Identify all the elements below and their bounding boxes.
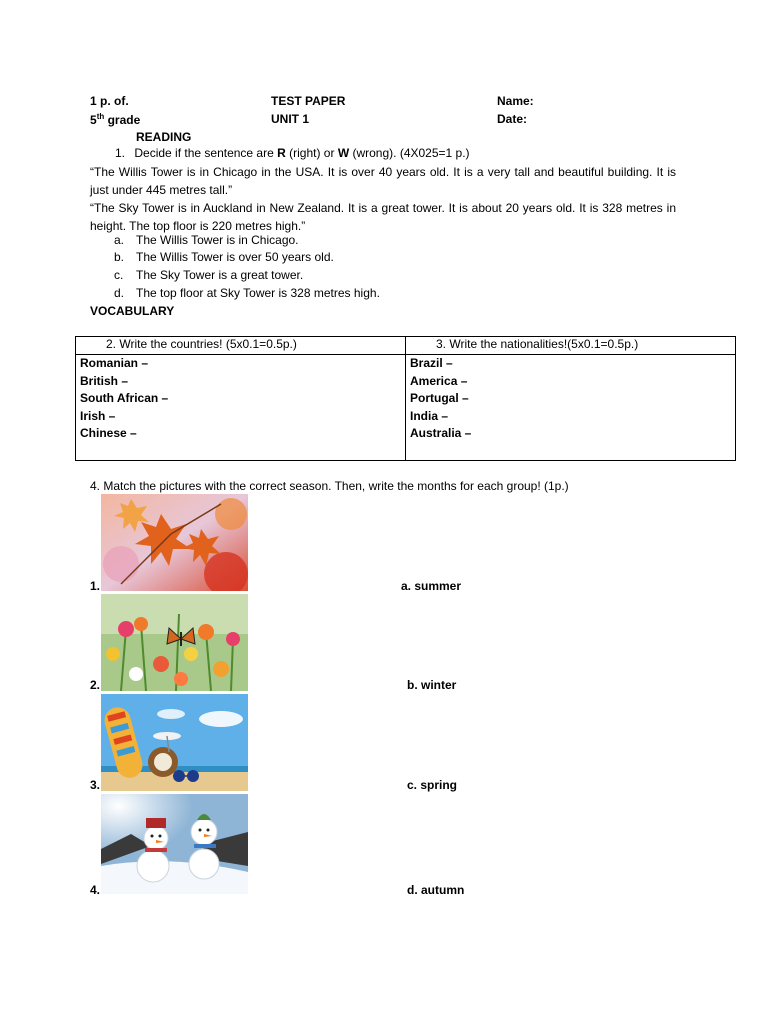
name-label: Name: (497, 94, 534, 108)
question-4: 4. Match the pictures with the correct season. Then, write the months for each group! (1p.) (90, 479, 569, 493)
picture-number: 4. (90, 883, 101, 897)
country-item: Irish – (80, 408, 116, 423)
nationality-item: Portugal – (410, 391, 469, 405)
item-letter: a. (114, 233, 125, 247)
grade-label (90, 112, 140, 127)
date-label: Date: (497, 112, 528, 126)
country-item: British – (80, 373, 129, 388)
season-option-winter: b. winter (407, 678, 457, 692)
page-label: 1 p. of. (90, 94, 129, 108)
vocabulary-title: VOCABULARY (90, 304, 175, 318)
question-1-text-post: (wrong). (4X025=1 p.) (349, 146, 470, 160)
beach-flip-flops-coconut-photo (101, 694, 248, 791)
item-text: The Sky Tower is a great tower. (136, 268, 304, 282)
picture-number: 1. (90, 579, 101, 593)
item-letter: d. (114, 286, 125, 300)
question-1-text-mid: (right) or (285, 146, 338, 160)
nationalities-cell[interactable] (406, 355, 736, 461)
reading-item (114, 268, 303, 282)
reading-paragraph-willis: “The Willis Tower is in Chicago in the USA. It is over 40 years old. It is a very tall and beautiful building. It is just under 445 metres tall.” (90, 165, 676, 197)
country-item: Chinese – (80, 426, 137, 440)
item-letter: c. (114, 268, 124, 282)
unit-label: UNIT 1 (271, 112, 310, 126)
spring-flowers-butterfly-photo (101, 594, 248, 691)
reading-item (114, 286, 380, 300)
nationality-item: Australia – (410, 426, 472, 440)
wrong-letter: W (337, 146, 350, 160)
grade-suffix: th (96, 112, 105, 121)
picture-number: 2. (90, 678, 101, 692)
grade-word: grade (107, 113, 141, 127)
country-item: Romanian – (80, 356, 149, 370)
item-text: The Willis Tower is in Chicago. (136, 233, 299, 247)
question-1 (115, 146, 470, 160)
question-1-text-pre: Decide if the sentence are (134, 146, 278, 160)
nationality-item: India – (410, 408, 449, 423)
reading-item (114, 233, 299, 247)
season-option-spring: c. spring (407, 778, 458, 792)
reading-title: READING (136, 130, 192, 144)
test-paper-title: TEST PAPER (271, 94, 346, 108)
season-option-autumn: d. autumn (407, 883, 465, 897)
nationality-item: America – (410, 373, 468, 388)
picture-number: 3. (90, 778, 101, 792)
country-item: South African – (80, 391, 169, 405)
snowmen-winter-photo (101, 794, 248, 894)
reading-paragraph-sky: “The Sky Tower is in Auckland in New Zealand. It is a great tower. It is about 20 years old. It is 328 metres in height. The top floor is 220 metres high.” (90, 201, 676, 233)
question-1-number: 1. (115, 146, 126, 160)
vocabulary-table (75, 336, 736, 461)
item-text: The Willis Tower is over 50 years old. (136, 250, 334, 264)
item-letter: b. (114, 250, 125, 264)
autumn-leaves-photo (101, 494, 248, 591)
reading-item (114, 250, 334, 264)
countries-cell[interactable] (76, 355, 406, 461)
nationality-item: Brazil – (410, 356, 453, 370)
grade-number: 5 (90, 113, 97, 127)
item-text: The top floor at Sky Tower is 328 metres high. (136, 286, 380, 300)
countries-header: 2. Write the countries! (5x0.1=0.5p.) (76, 337, 406, 355)
season-option-summer: a. summer (401, 579, 462, 593)
right-letter: R (277, 146, 286, 160)
nationalities-header: 3. Write the nationalities!(5x0.1=0.5p.) (406, 337, 736, 355)
